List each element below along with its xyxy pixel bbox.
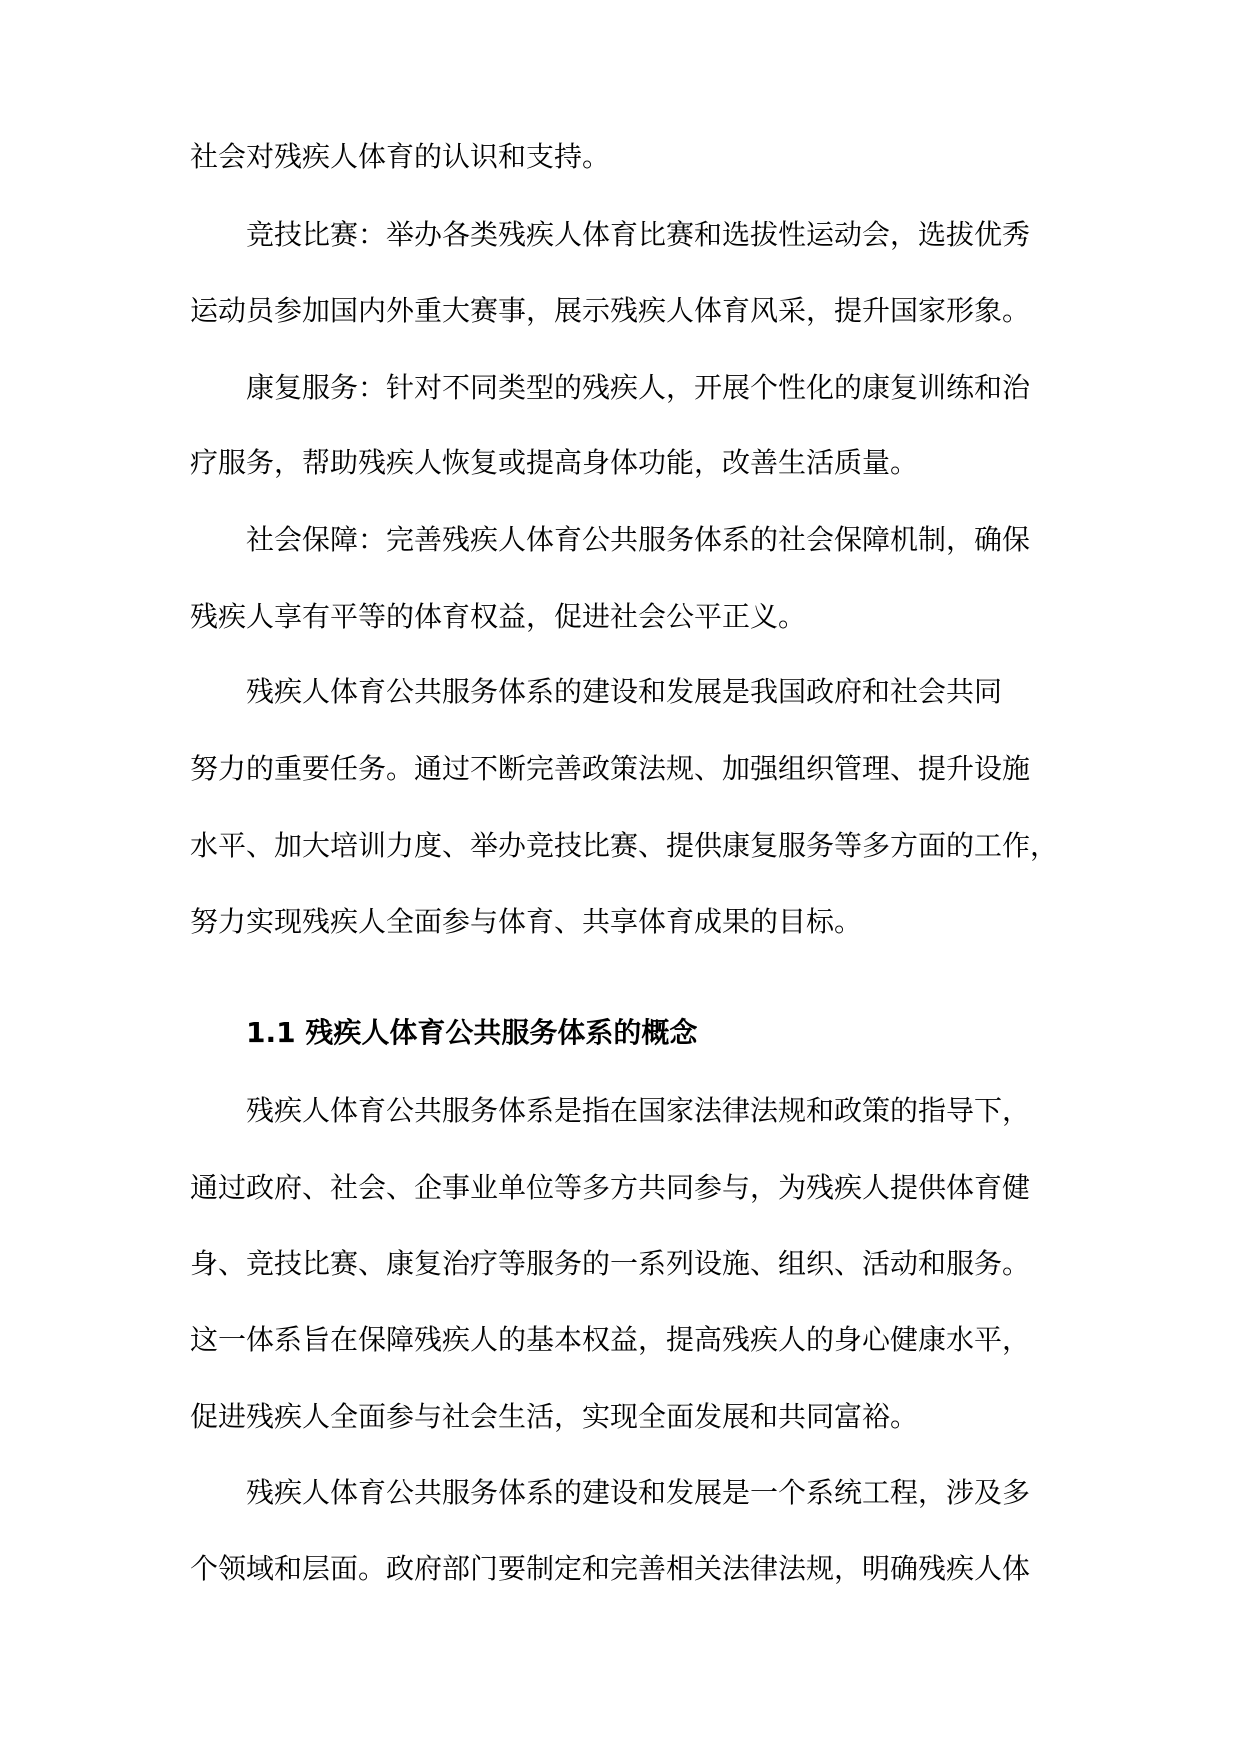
text-line: 社会保障：完善残疾人体育公共服务体系的社会保障机制，确保 <box>246 523 1031 556</box>
text-line: 水平、加大培训力度、举办竞技比赛、提供康复服务等多方面的工作， <box>190 829 1059 862</box>
text-line: 残疾人体育公共服务体系的建设和发展是我国政府和社会共同 <box>246 675 1003 708</box>
text-line: 残疾人体育公共服务体系的建设和发展是一个系统工程，涉及多 <box>246 1476 1031 1509</box>
section-heading: 1.1 残疾人体育公共服务体系的概念 <box>246 1016 698 1049</box>
text-line: 促进残疾人全面参与社会生活，实现全面发展和共同富裕。 <box>190 1400 919 1433</box>
text-line: 通过政府、社会、企事业单位等多方共同参与，为残疾人提供体育健 <box>190 1171 1031 1204</box>
text-line: 竞技比赛：举办各类残疾人体育比赛和选拔性运动会，选拔优秀 <box>246 218 1031 251</box>
text-line: 努力的重要任务。通过不断完善政策法规、加强组织管理、提升设施 <box>190 752 1031 785</box>
text-line: 残疾人享有平等的体育权益，促进社会公平正义。 <box>190 600 807 633</box>
text-line: 残疾人体育公共服务体系是指在国家法律法规和政策的指导下， <box>246 1094 1031 1127</box>
text-line: 社会对残疾人体育的认识和支持。 <box>190 140 611 173</box>
text-line: 运动员参加国内外重大赛事，展示残疾人体育风采，提升国家形象。 <box>190 294 1031 327</box>
text-line: 康复服务：针对不同类型的残疾人，开展个性化的康复训练和治 <box>246 371 1031 404</box>
text-line: 疗服务，帮助残疾人恢复或提高身体功能，改善生活质量。 <box>190 446 919 479</box>
text-line: 个领域和层面。政府部门要制定和完善相关法律法规，明确残疾人体 <box>190 1552 1031 1585</box>
text-line: 这一体系旨在保障残疾人的基本权益，提高残疾人的身心健康水平， <box>190 1323 1031 1356</box>
text-line: 身、竞技比赛、康复治疗等服务的一系列设施、组织、活动和服务。 <box>190 1247 1031 1280</box>
text-line: 努力实现残疾人全面参与体育、共享体育成果的目标。 <box>190 905 863 938</box>
